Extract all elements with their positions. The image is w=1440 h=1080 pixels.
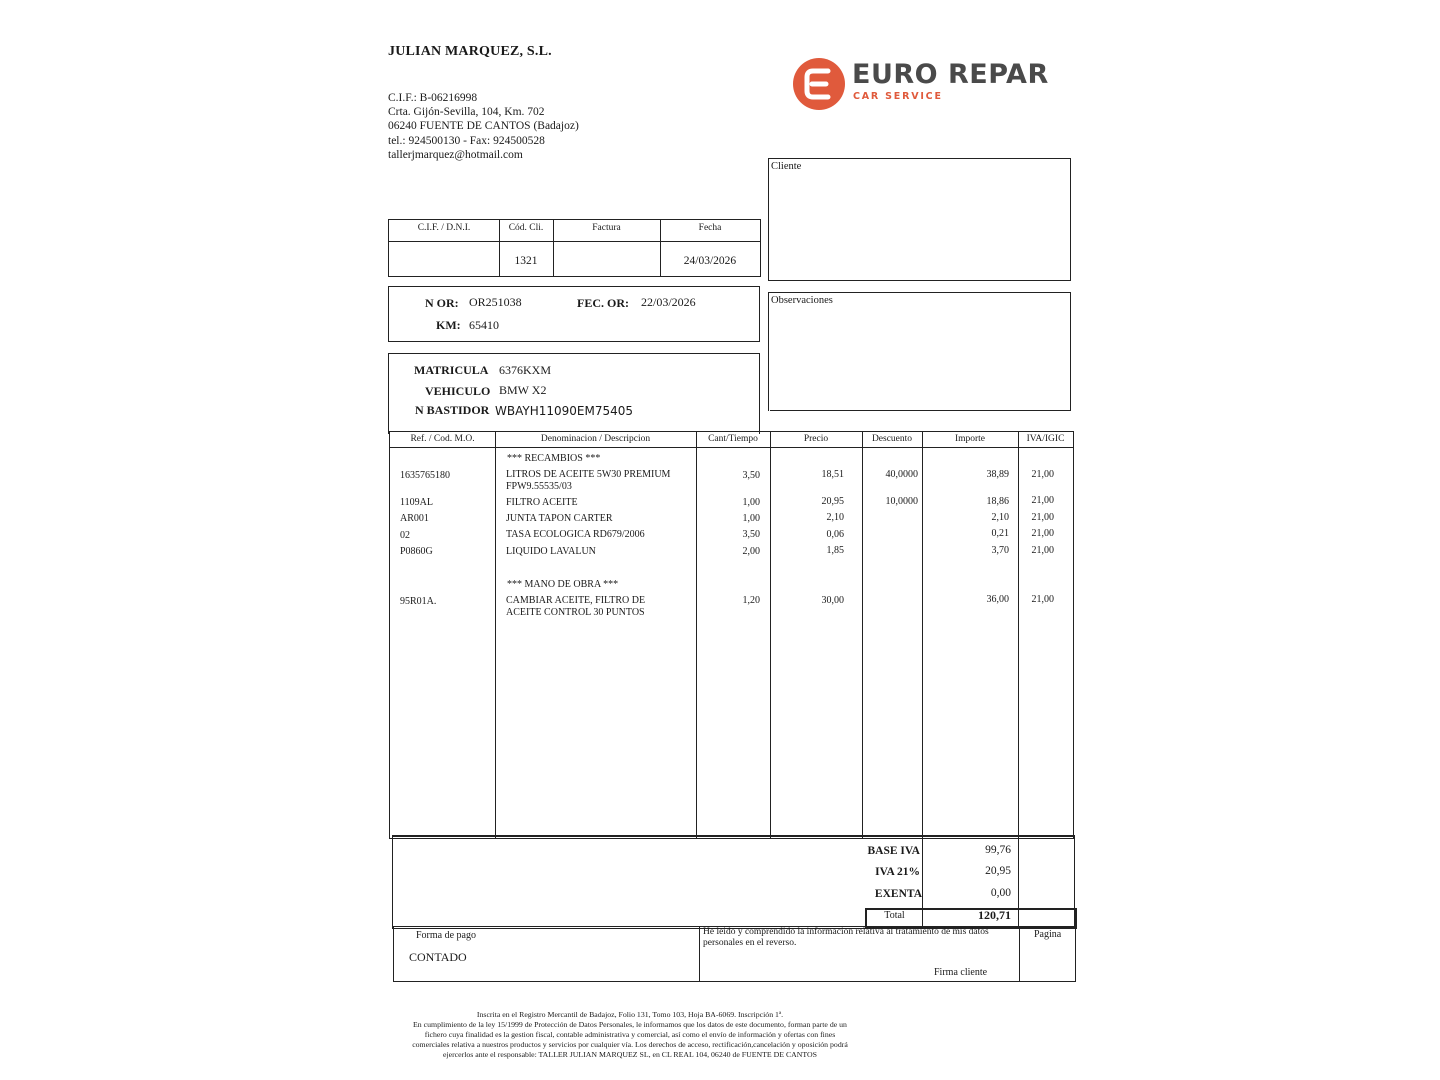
col-cant-header: Cant/Tiempo [708,434,758,444]
fecha-column [660,220,760,276]
item-desc-2: FPW9.55535/03 [506,481,572,492]
item-importe: 36,00 [986,594,1009,605]
observaciones-label: Observaciones [771,295,833,306]
pagina-label: Pagina [1034,929,1062,940]
company-name: JULIAN MARQUEZ, S.L. [388,44,552,59]
item-precio: 1,85 [826,545,844,556]
col-ref-header: Ref. / Cod. M.O. [410,434,475,444]
col-importe-header: Importe [954,434,986,444]
item-cant: 1,00 [742,513,760,524]
item-iva: 21,00 [1031,594,1054,605]
firma-cliente-label: Firma cliente [934,967,988,978]
cif-column [389,220,500,276]
km-value: 65410 [469,318,499,332]
cod-label: Cód. Cli. [508,223,544,233]
base-iva-label: BASE IVA [867,845,920,857]
cod-column [499,220,554,276]
item-ref: AR001 [400,513,429,524]
legal-line: comerciales relativa a nuestros productos y servicios por cualquier vía. Los derechos de acceso, rectificación,cancelación y oposición podrá [412,1040,848,1049]
item-precio: 20,95 [821,496,844,507]
legal-line: En cumplimiento de la ley 15/1999 de Protección de Datos Personales, le informamos que los datos de este documento, forman parte de un [413,1020,847,1029]
fecha-label: Fecha [698,223,722,233]
order-box [388,286,760,342]
forma-pago-value: CONTADO [409,950,467,964]
item-iva: 21,00 [1031,528,1054,539]
vehiculo-label: VEHICULO [425,384,491,398]
item-iva: 21,00 [1031,495,1054,506]
cod-value: 1321 [514,255,538,267]
item-precio: 30,00 [821,595,844,606]
item-precio: 18,51 [821,469,844,480]
item-ref: 1109AL [400,497,433,508]
section-mano-obra: *** MANO DE OBRA *** [507,579,619,590]
total-label: Total [884,910,905,921]
item-ref: P0860G [400,546,433,557]
matricula-value: 6376KXM [499,363,552,377]
item-importe: 38,89 [986,469,1009,480]
nor-label: N OR: [425,296,459,310]
item-importe: 0,21 [991,528,1009,539]
item-ref: 02 [400,530,410,541]
company-email: tallerjmarquez@hotmail.com [388,149,523,161]
item-ref: 95R01A. [400,596,437,607]
nor-value: OR251038 [469,295,522,309]
company-address-2: 06240 FUENTE DE CANTOS (Badajoz) [388,120,579,132]
item-desc: CAMBIAR ACEITE, FILTRO DE [506,595,646,606]
col-iva-header: IVA/IGIC [1026,434,1065,444]
iva-value: 20,95 [985,865,1011,877]
item-importe: 2,10 [991,512,1009,523]
item-desc: TASA ECOLOGICA RD679/2006 [506,529,645,540]
exenta-label: EXENTA [874,888,922,900]
col-desc-header: Denominacion / Descripcion [540,434,651,444]
item-descuento: 40,0000 [885,469,918,480]
item-iva: 21,00 [1031,512,1054,523]
exenta-value: 0,00 [990,887,1011,899]
col-descuento-header: Descuento [871,434,913,444]
cliente-label: Cliente [771,161,802,172]
matricula-label: MATRICULA [414,363,489,377]
item-desc: FILTRO ACEITE [506,497,578,508]
item-desc: JUNTA TAPON CARTER [506,513,613,524]
item-iva: 21,00 [1031,469,1054,480]
euro-repar-logo [792,57,1052,113]
fec-or-label: FEC. OR: [577,296,629,310]
fec-or-value: 22/03/2026 [641,295,696,309]
item-cant: 1,20 [742,595,760,606]
item-iva: 21,00 [1031,545,1054,556]
company-phone: tel.: 924500130 - Fax: 924500528 [388,135,545,147]
vehiculo-value: BMW X2 [499,383,547,397]
logo-subtitle: CAR SERVICE [853,91,943,102]
item-cant: 1,00 [742,497,760,508]
item-importe: 3,70 [991,545,1009,556]
factura-label: Factura [592,223,621,233]
item-descuento: 10,0000 [885,496,918,507]
item-importe: 18,86 [986,496,1009,507]
item-cant: 3,50 [742,470,760,481]
totals-box [392,835,1075,929]
cliente-box [768,158,1071,281]
legal-line: ejercerlos ante el responsable: TALLER JULIAN MARQUEZ SL, en CL REAL 104, 06240 de FUENTE DE CANTOS [443,1050,817,1059]
legal-line: Inscrita en el Registro Mercantil de Badajoz, Folio 131, Tomo 103, Hoja BA-6069. Inscripción 1ª. [476,1010,784,1019]
base-iva-value: 99,76 [985,844,1011,856]
item-cant: 2,00 [742,546,760,557]
item-ref: 1635765180 [400,470,450,481]
item-desc: LIQUIDO LAVALUN [506,546,596,557]
observaciones-box [768,292,1071,411]
item-precio: 2,10 [826,512,844,523]
iva-label: IVA 21% [875,866,920,878]
invoice-lines-table [389,431,1074,839]
invoice-header-table [388,219,761,277]
section-recambios: *** RECAMBIOS *** [507,453,601,464]
company-address-1: Crta. Gijón-Sevilla, 104, Km. 702 [388,106,545,118]
privacy-text-1: He leido y comprendido la informacion relativa al tratamiento de mis datos [703,927,989,937]
payment-footer-box [393,926,1076,982]
km-label: KM: [436,318,461,332]
observaciones-divider [770,410,1071,411]
item-desc: LITROS DE ACEITE 5W30 PREMIUM [506,469,671,480]
bastidor-label: N BASTIDOR [415,403,490,417]
forma-pago-label: Forma de pago [416,930,476,941]
euro-repar-logo-icon [792,57,846,111]
item-precio: 0,06 [826,529,844,540]
vehicle-box [388,353,760,434]
privacy-text-2: personales en el reverso. [703,938,797,948]
company-cif: C.I.F.: B-06216998 [388,92,478,104]
col-precio-header: Precio [803,434,829,444]
legal-line: fichero cuya finalidad es la gestion fiscal, contable administrativa y comercial, así como el envío de información y ofertas con fines [424,1030,836,1039]
item-cant: 3,50 [742,529,760,540]
logo-title: EURO REPAR [852,59,1049,90]
fecha-value: 24/03/2026 [683,255,737,267]
cif-label: C.I.F. / D.N.I. [417,223,471,233]
factura-column [553,220,661,276]
item-desc-2: ACEITE CONTROL 30 PUNTOS [506,607,645,618]
bastidor-value: WBAYH11090EM75405 [495,404,634,418]
total-value: 120,71 [978,908,1011,922]
